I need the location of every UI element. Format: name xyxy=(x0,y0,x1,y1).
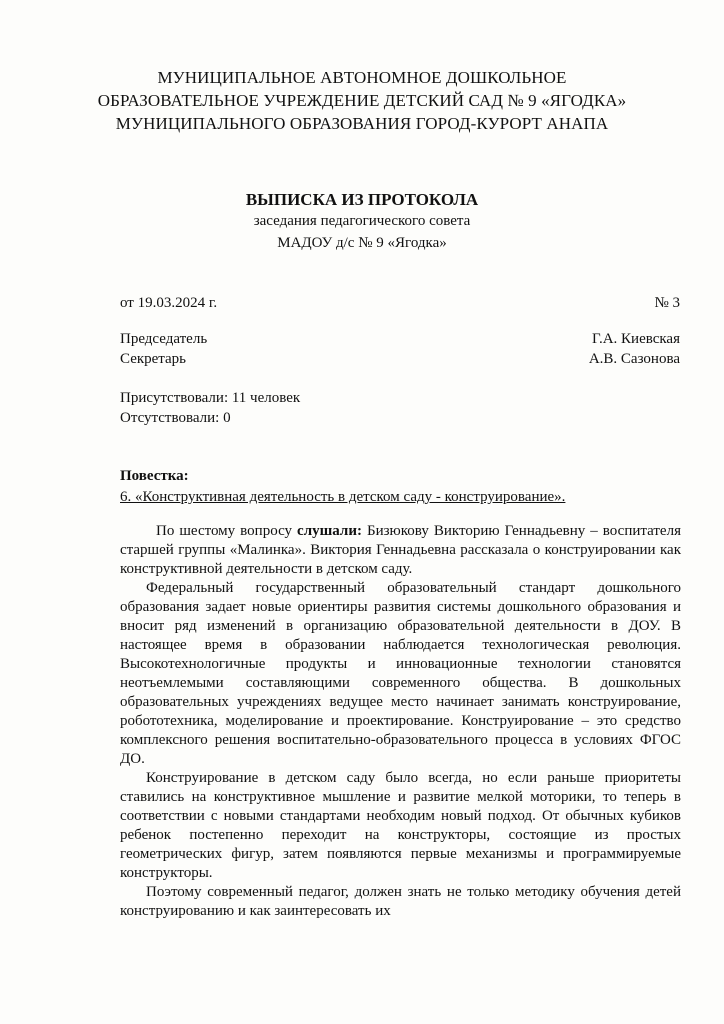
paragraph-2: Федеральный государственный образовательный стандарт дошкольного образования задает новые ориентиры развития системы дошкольного образования и вносит ряд изменений в организацию образовательной деятельности в ДОУ. В настоящее время в образовании наблюдается технологическая революция. Высокотехнологичные продукты и инновационные технологии становятся неотъемлемыми составляющими современного общества. В дошкольных образовательных учреждениях ведущее место начинает занимать конструирование, робототехника, моделирование и проектирование. Конструирование – это средство комплексного решения воспитательно-образовательного процесса в условиях ФГОС ДО. xyxy=(120,580,681,767)
paragraph-1-rest: Бизюкову Викторию Геннадьевну – воспитателя старшей группы «Малинка». Виктория Геннадьевна рассказала о конструировании как конструктивной деятельности в детском саду. xyxy=(120,523,681,577)
present-count: Присутствовали: 11 человек xyxy=(120,390,301,406)
header-line-1: МУНИЦИПАЛЬНОЕ АВТОНОМНОЕ ДОШКОЛЬНОЕ xyxy=(157,68,567,87)
agenda-label: Повестка: xyxy=(120,468,189,484)
document-title: ВЫПИСКА ИЗ ПРОТОКОЛА xyxy=(245,190,479,209)
paragraph-1-bold: слушали: xyxy=(297,523,362,539)
document-subtitle-2: МАДОУ д/с № 9 «Ягодка» xyxy=(277,235,447,251)
chair-label: Председатель xyxy=(120,331,208,347)
secretary-label: Секретарь xyxy=(120,351,187,367)
protocol-number: № 3 xyxy=(654,295,680,311)
secretary-name: А.В. Сазонова xyxy=(588,351,680,367)
document-body xyxy=(120,522,681,921)
paragraph-1-start: По шестому вопросу xyxy=(156,523,298,539)
absent-count: Отсутствовали: 0 xyxy=(120,410,231,426)
paragraph-1 xyxy=(120,522,681,579)
header-line-3: МУНИЦИПАЛЬНОГО ОБРАЗОВАНИЯ ГОРОД-КУРОРТ АНАПА xyxy=(115,114,609,133)
chair-name: Г.А. Киевская xyxy=(591,331,680,347)
paragraph-3: Конструирование в детском саду было всегда, но если раньше приоритеты ставились на конструктивное мышление и развитие мелкой моторики, то теперь в соответствии с новыми стандартами необходим новый подход. От обычных кубиков ребенок постепенно переходит на конструкторы, состоящие из простых геометрических фигур, затем появляются первые механизмы и программируемые конструкторы. xyxy=(120,770,681,881)
protocol-date: от 19.03.2024 г. xyxy=(120,295,218,311)
header-line-2: ОБРАЗОВАТЕЛЬНОЕ УЧРЕЖДЕНИЕ ДЕТСКИЙ САД № 9 «ЯГОДКА» xyxy=(97,91,627,110)
paragraph-4: Поэтому современный педагог, должен знать не только методику обучения детей конструированию и как заинтересовать их xyxy=(120,884,681,919)
agenda-item: 6. «Конструктивная деятельность в детском саду - конструирование». xyxy=(120,489,566,505)
document-subtitle-1: заседания педагогического совета xyxy=(253,213,471,229)
